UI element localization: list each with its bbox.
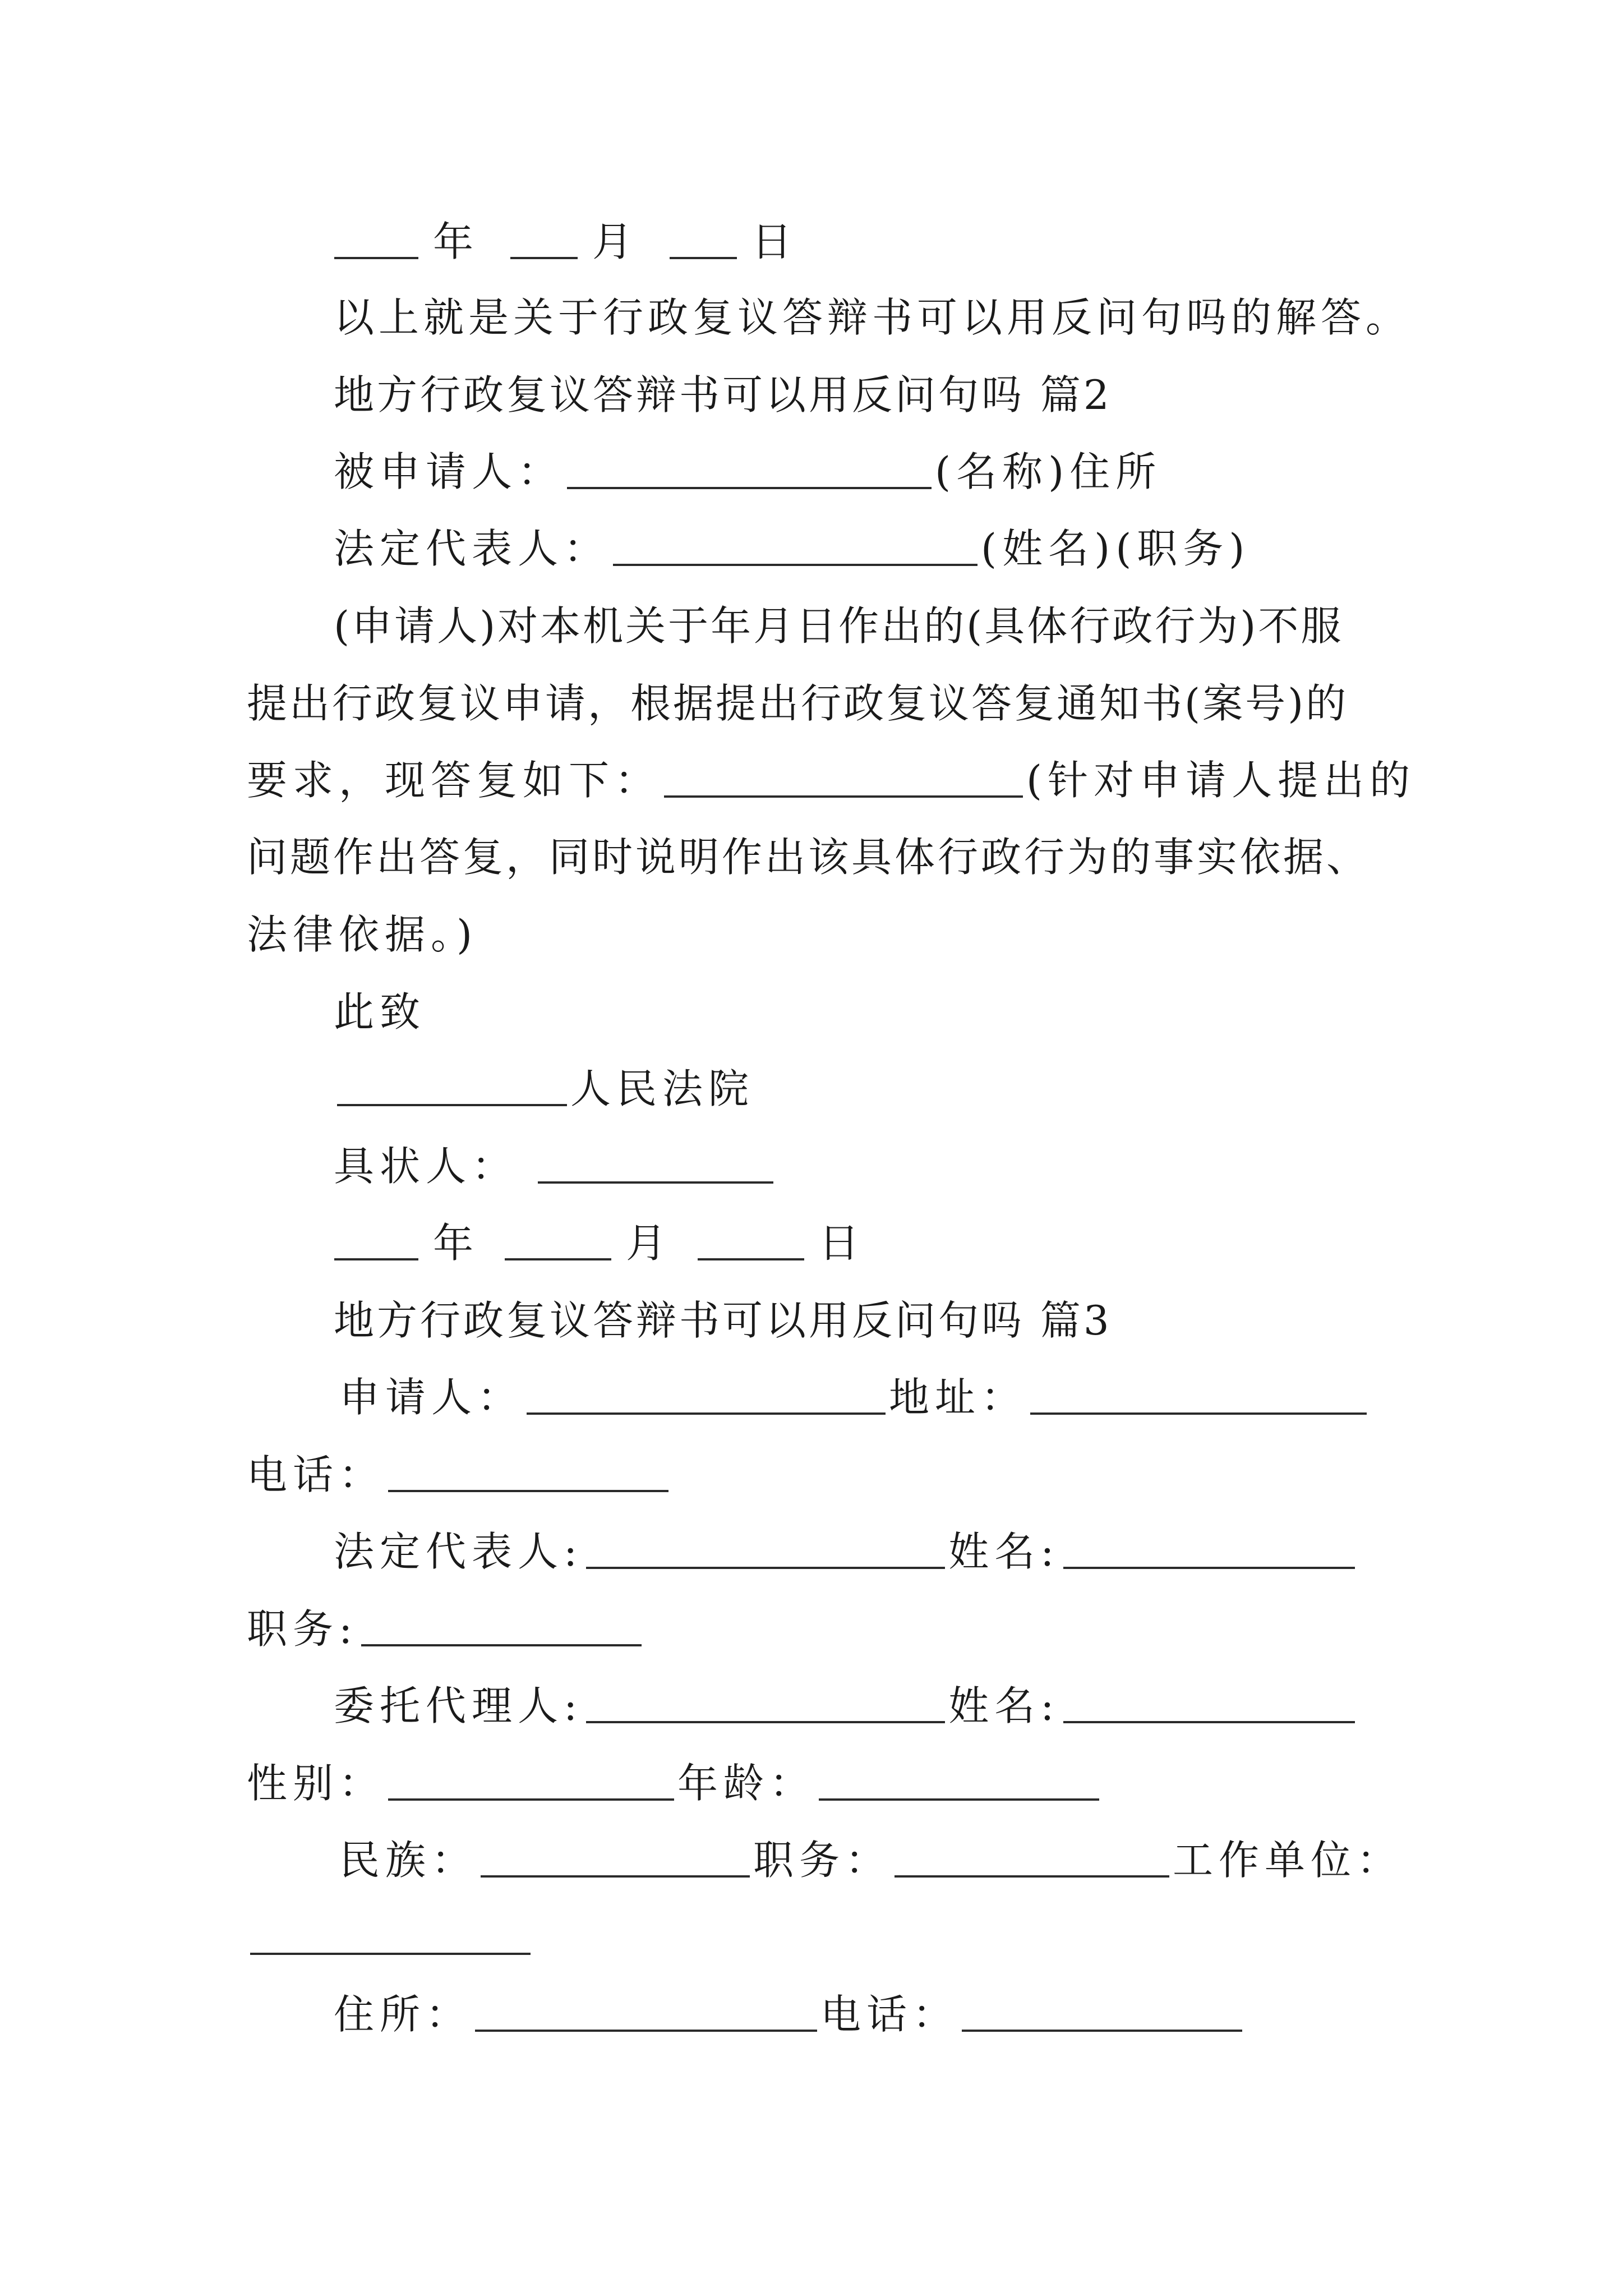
ethnic-blank[interactable] [481,1875,750,1878]
date-line-1 [331,218,798,265]
age-label: 年龄： [677,1760,816,1807]
applicant-blank[interactable] [527,1412,886,1415]
complainant-blank[interactable] [538,1181,773,1184]
respondent-label: 被申请人： [334,448,564,495]
year-blank-2[interactable] [334,1258,418,1260]
date-line-2 [331,1220,865,1267]
workplace-label: 工作单位： [1173,1837,1403,1884]
residence-line [334,1991,1246,2038]
agent-name-blank[interactable] [1063,1721,1355,1723]
residence-label: 住所： [334,1991,472,2038]
body-line-3-suffix: (针对申请人提出的 [1026,757,1416,804]
body-line-3-prefix: 要求，现答复如下： [247,757,661,804]
address-label: 地址： [889,1374,1027,1421]
phone-label-2: 电话： [820,1991,959,2038]
month-blank[interactable] [510,257,578,259]
position-line-1 [247,1605,645,1653]
position-blank-1[interactable] [361,1644,642,1646]
position-label-1: 职务: [247,1605,358,1653]
body-line-3 [247,757,1416,804]
workplace-blank-line [247,1917,534,1958]
address-blank[interactable] [1030,1412,1367,1415]
phone-label-1: 电话： [247,1451,385,1498]
gender-age-line [247,1760,1103,1807]
legal-rep-suffix: (姓名)(职务) [981,525,1251,572]
section2-title: 地方行政复议答辩书可以用反问句吗 篇2 [334,371,1112,418]
age-blank[interactable] [819,1798,1099,1801]
body-line-5: 法律依据。) [247,911,478,958]
complainant-label: 具状人： [334,1143,518,1190]
respondent-line [334,448,1162,495]
applicant-label: 申请人： [339,1374,524,1421]
complainant-line [334,1143,777,1190]
day-blank-2[interactable] [698,1258,804,1260]
applicant-line [339,1374,1370,1421]
phone-blank-2[interactable] [962,2030,1242,2032]
body-line-1: (申请人)对本机关于年月日作出的(具体行政行为)不服 [334,602,1344,650]
body-line-4: 问题作出答复，同时说明作出该具体行政行为的事实依据、 [247,834,1370,881]
year-label: 年 [433,218,479,265]
residence-blank[interactable] [475,2030,817,2032]
legal-rep2-name-label: 姓名: [948,1528,1060,1575]
position-label-2: 职务： [753,1837,892,1884]
salutation: 此致 [334,988,426,1036]
section3-title: 地方行政复议答辩书可以用反问句吗 篇3 [334,1297,1112,1344]
agent-blank[interactable] [586,1721,945,1723]
court-blank[interactable] [337,1104,567,1106]
intro-end-text: 以上就是关于行政复议答辩书可以用反问句吗的解答。 [334,294,1411,341]
position-blank-2[interactable] [895,1875,1169,1878]
agent-label: 委托代理人: [334,1682,583,1729]
day-blank[interactable] [670,257,737,259]
workplace-blank[interactable] [250,1953,531,1955]
legal-rep2-name-blank[interactable] [1063,1567,1355,1569]
year-blank[interactable] [334,257,418,259]
month-label-2: 月 [626,1220,672,1267]
gender-label: 性别： [247,1760,385,1807]
year-label-2: 年 [433,1220,479,1267]
phone-line-1 [247,1451,672,1498]
ethnic-line [339,1837,1403,1884]
month-label: 月 [592,218,639,265]
legal-rep-blank[interactable] [613,564,978,566]
legal-rep2-label: 法定代表人: [334,1528,583,1575]
reply-blank[interactable] [664,795,1023,798]
day-label-2: 日 [819,1220,865,1267]
legal-rep-label: 法定代表人： [334,525,610,572]
agent-name-label: 姓名: [948,1682,1060,1729]
respondent-suffix: (名称)住所 [935,448,1162,495]
agent-line [334,1682,1358,1729]
legal-rep-line [334,525,1251,572]
court-line [334,1065,755,1112]
legal-rep2-blank[interactable] [586,1567,945,1569]
month-blank-2[interactable] [505,1258,611,1260]
respondent-blank[interactable] [567,487,932,489]
ethnic-label: 民族： [339,1837,478,1884]
gender-blank[interactable] [388,1798,674,1801]
legal-rep2-line [334,1528,1358,1575]
body-line-2: 提出行政复议申请，根据提出行政复议答复通知书(案号)的 [247,680,1349,727]
day-label: 日 [751,218,798,265]
court-label: 人民法院 [570,1065,755,1112]
phone-blank-1[interactable] [388,1490,668,1492]
